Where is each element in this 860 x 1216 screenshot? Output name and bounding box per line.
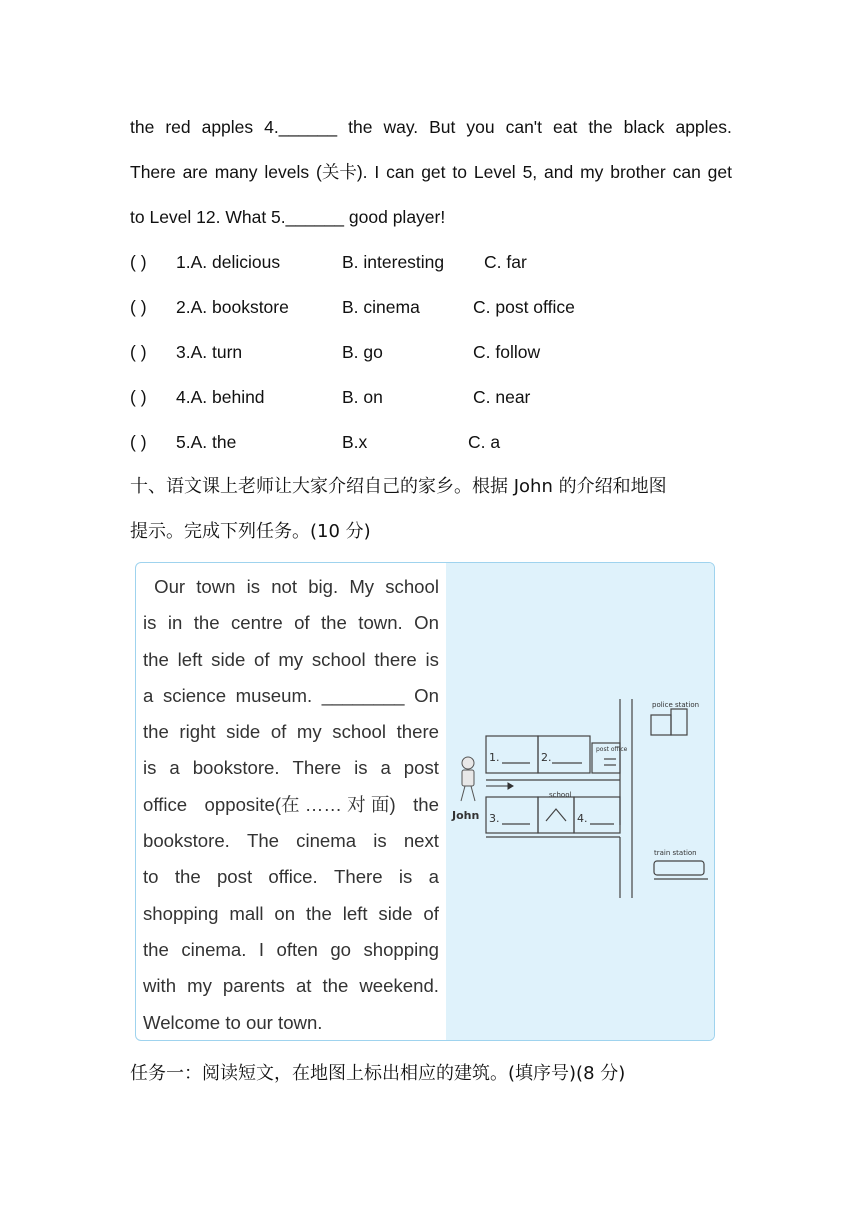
word: get (707, 162, 732, 182)
answer-bracket[interactable]: ( ) (130, 252, 147, 272)
option-a: 2.A. bookstore (176, 297, 289, 317)
reading-passage (143, 569, 439, 1041)
word: can (672, 162, 701, 182)
word: post (403, 757, 439, 779)
option-b: B. go (342, 342, 383, 362)
word: the (413, 793, 439, 815)
word: is (143, 757, 157, 779)
word: can (386, 162, 415, 182)
word: cinema. (181, 938, 247, 960)
word: to (143, 866, 159, 888)
word: red (165, 117, 191, 137)
option-c: C. near (473, 387, 531, 407)
word: side (211, 648, 246, 670)
boy-icon (461, 757, 475, 801)
word: office (143, 793, 188, 815)
word: the (143, 648, 169, 670)
word: at (295, 975, 312, 997)
word: go (330, 938, 351, 960)
question-row (130, 385, 730, 409)
word: the (143, 938, 169, 960)
option-c: C. follow (473, 342, 541, 362)
word: the (588, 117, 613, 137)
passage-box-line (143, 678, 439, 714)
option-a: 4.A. behind (176, 387, 265, 407)
word: the (322, 975, 349, 997)
passage-box-line (143, 896, 439, 932)
word: black (623, 117, 665, 137)
word: is (398, 866, 413, 888)
word: There (130, 162, 176, 182)
word: side (226, 721, 261, 743)
school-building (538, 797, 574, 833)
task-one: 任务一：阅读短文，在地图上标出相应的建筑。(填序号)(8 分) (130, 1063, 626, 1084)
passage-line-2 (130, 160, 732, 184)
question-row (130, 295, 730, 319)
word: the (348, 117, 373, 137)
word: mall (229, 902, 264, 924)
passage-line-3: to Level 12. What 5.______ good player! (130, 207, 446, 227)
passage-box-line (143, 569, 439, 605)
word: right (179, 721, 216, 743)
passage-box-line (143, 932, 439, 968)
word: not (271, 576, 298, 597)
answer-bracket[interactable]: ( ) (130, 432, 147, 452)
word: town. (358, 612, 403, 634)
word: On (414, 684, 439, 706)
word: of (294, 612, 310, 634)
word: a (143, 684, 154, 706)
word: the (305, 902, 332, 924)
option-b: B. on (342, 387, 383, 407)
passage-box-line (143, 823, 439, 859)
map-label-police-station: police station (652, 701, 700, 709)
word: 5, (522, 162, 538, 182)
word: and (544, 162, 574, 182)
word: post (216, 866, 253, 888)
word: there (374, 648, 417, 670)
map-slot-3: 3. (489, 812, 500, 825)
word: But (429, 117, 456, 137)
word: my (580, 162, 604, 182)
passage-box-line (143, 859, 439, 895)
word: my (278, 648, 304, 670)
word: is (425, 648, 439, 670)
word: left (177, 648, 203, 670)
word: in (167, 612, 183, 634)
option-b: B. interesting (342, 252, 445, 272)
town-map (446, 563, 714, 1040)
word: weekend. (359, 975, 439, 997)
word: is (354, 757, 368, 779)
map-slot-1: 1. (489, 751, 500, 764)
word: apples. (675, 117, 732, 137)
word: side (378, 902, 413, 924)
map-slot-4: 4. (577, 812, 588, 825)
word: On (414, 612, 439, 634)
passage-box-line (143, 968, 439, 1004)
word: my (296, 721, 322, 743)
word: the (321, 612, 347, 634)
word: there (396, 721, 439, 743)
word: is (143, 612, 157, 634)
word: apples (201, 117, 254, 137)
word: of (254, 648, 270, 670)
word: of (270, 721, 287, 743)
passage-line-1 (130, 115, 732, 139)
option-b: B. cinema (342, 297, 420, 317)
word: museum. (235, 684, 313, 706)
word: centre (231, 612, 283, 634)
word: many (214, 162, 258, 182)
word: the (193, 612, 220, 634)
word: on (274, 902, 296, 924)
word: I (258, 938, 265, 960)
option-c: C. far (484, 252, 527, 272)
word: a (380, 757, 391, 779)
word: Level (473, 162, 516, 182)
word: (关卡). (316, 162, 368, 182)
word: a (169, 757, 180, 779)
word: get (421, 162, 446, 182)
option-b: B.x (342, 432, 368, 452)
word: a (428, 866, 439, 888)
word: bookstore. (192, 757, 280, 779)
word: the (130, 117, 155, 137)
map-slot-2: 2. (541, 751, 552, 764)
word: the (174, 866, 201, 888)
word: next (403, 830, 439, 852)
word: bookstore. (143, 830, 230, 852)
word: 4.______ (264, 117, 338, 137)
map-label-school: school (549, 791, 572, 799)
word: school (311, 648, 366, 670)
word: town (196, 576, 236, 597)
word: big. (308, 576, 339, 597)
word: left (342, 902, 368, 924)
word: can't (505, 117, 543, 137)
word: you (466, 117, 495, 137)
passage-box-line (143, 750, 439, 786)
passage-box-line (143, 642, 439, 678)
word: with (143, 975, 177, 997)
word: science (162, 684, 227, 706)
map-label-john: John (452, 809, 480, 822)
answer-bracket[interactable]: ( ) (130, 297, 147, 317)
word: shopping (363, 938, 439, 960)
map-label-post-office: post office (596, 746, 628, 753)
word: brother (610, 162, 666, 182)
word: are (182, 162, 208, 182)
word: Our (154, 576, 186, 597)
word: my (187, 975, 212, 997)
passage-box-line (143, 1005, 439, 1041)
word: to (452, 162, 467, 182)
option-c: C. post office (473, 297, 575, 317)
train-icon (654, 861, 704, 875)
answer-bracket[interactable]: ( ) (130, 342, 147, 362)
word: Welcome to our town. (143, 1011, 323, 1033)
option-a: 3.A. turn (176, 342, 243, 362)
option-c: C. a (468, 432, 501, 452)
arrow-icon (508, 783, 513, 789)
police-station-building (651, 715, 671, 735)
question-row (130, 250, 730, 274)
word: There (334, 866, 383, 888)
word: office. (268, 866, 318, 888)
word: eat (553, 117, 578, 137)
option-a: 5.A. the (176, 432, 237, 452)
answer-bracket[interactable]: ( ) (130, 387, 147, 407)
word: is (246, 576, 261, 597)
word: There (292, 757, 342, 779)
passage-box-line (143, 605, 439, 641)
word: opposite(在 …… 对 面) (204, 793, 396, 815)
reading-map-box (135, 562, 715, 1041)
passage-box-line (143, 714, 439, 750)
word: cinema (296, 830, 357, 852)
word: levels (264, 162, 310, 182)
section-heading-line-1: 十、语文课上老师让大家介绍自己的家乡。根据 John 的介绍和地图 (130, 476, 667, 497)
section-heading-line-2: 提示。完成下列任务。(10 分) (130, 521, 371, 542)
word: school (385, 576, 439, 597)
word: often (276, 938, 318, 960)
map-label-train-station: train station (654, 849, 697, 857)
word: the (143, 721, 169, 743)
word: My (349, 576, 375, 597)
word: The (246, 830, 280, 852)
word: parents (222, 975, 285, 997)
passage-box-line (143, 787, 439, 823)
word: I (374, 162, 380, 182)
question-row (130, 340, 730, 364)
word: is (373, 830, 387, 852)
word: school (332, 721, 387, 743)
word: way. (383, 117, 419, 137)
police-station-building (671, 709, 687, 735)
option-a: 1.A. delicious (176, 252, 281, 272)
word: of (423, 902, 439, 924)
word: shopping (143, 902, 219, 924)
question-row (130, 430, 730, 454)
word: ________ (321, 684, 405, 706)
